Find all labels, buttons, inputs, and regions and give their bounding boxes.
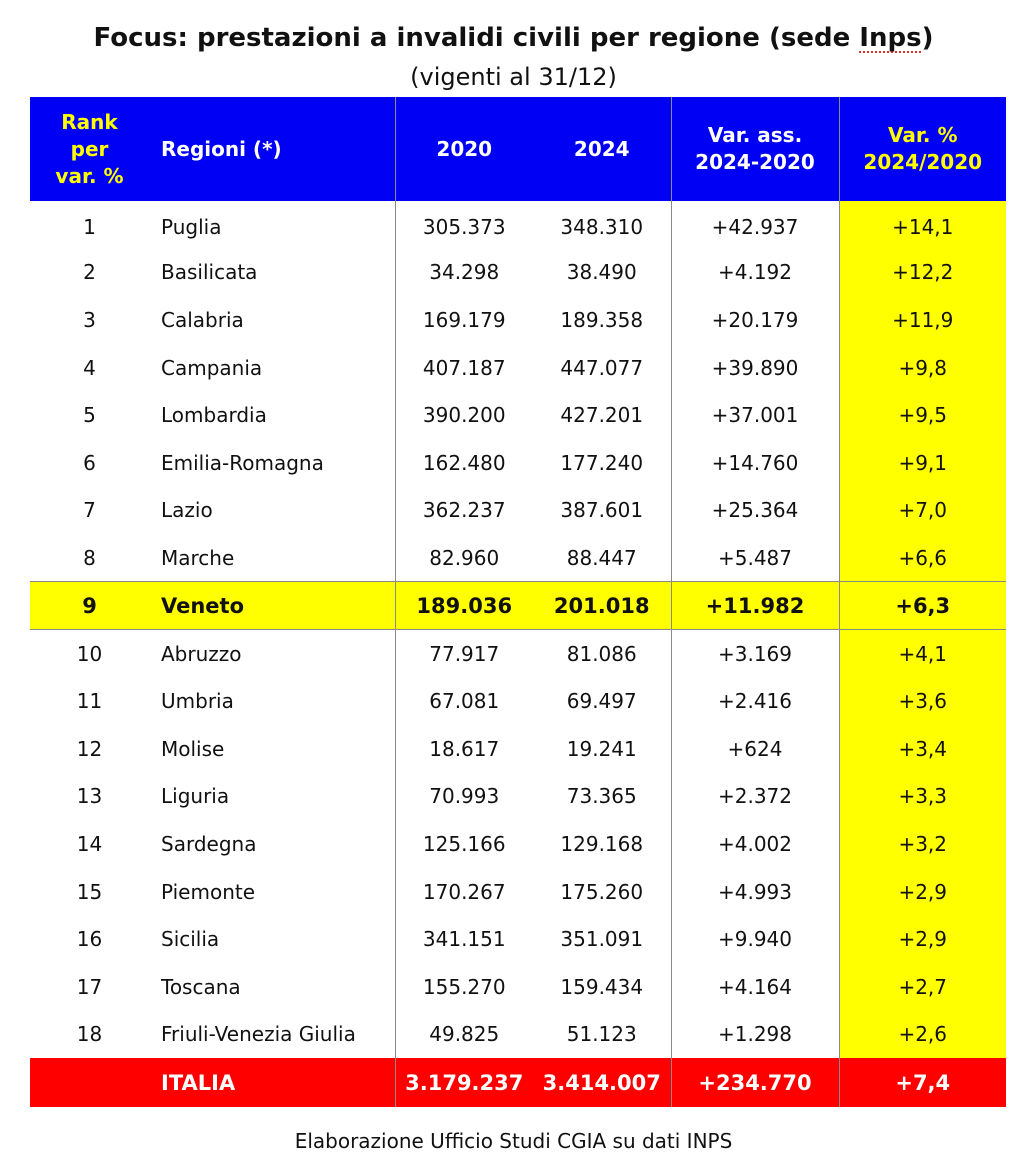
header-2020: 2020 [395, 97, 533, 201]
rank-cell: 4 [83, 355, 96, 380]
var-ass-cell: +9.940 [671, 915, 839, 963]
total-var-pct-cell: +7,4 [839, 1058, 1006, 1107]
value-2024-cell: 351.091 [560, 927, 644, 952]
region-cell: Sardegna [161, 831, 257, 856]
table-row [30, 487, 1006, 535]
region-cell: Calabria [161, 307, 244, 332]
value-2024-cell: 81.086 [566, 641, 637, 666]
var-ass-cell: +14.760 [671, 439, 839, 487]
value-2024-cell: 447.077 [560, 355, 644, 380]
rank-cell: 14 [76, 831, 103, 856]
table-row [30, 201, 1006, 249]
rank-cell: 15 [76, 879, 103, 904]
rank-cell: 6 [83, 450, 96, 475]
value-2024-cell: 387.601 [560, 498, 644, 523]
var-ass-cell: +4.192 [671, 249, 839, 297]
region-cell: Emilia-Romagna [161, 450, 324, 475]
var-pct-cell: +7,0 [839, 487, 1006, 535]
total-var-ass-cell: +234.770 [671, 1058, 839, 1107]
var-pct-cell: +3,3 [839, 773, 1006, 821]
table-row [30, 630, 1006, 678]
header-region: Regioni (*) [161, 136, 282, 161]
total-2020-cell: 3.179.237 [395, 1058, 533, 1107]
value-2024-cell: 175.260 [560, 879, 644, 904]
table-row [30, 249, 1006, 297]
regions-table [30, 97, 1006, 1107]
value-2024-cell: 201.018 [533, 582, 671, 630]
value-2020-cell: 169.179 [395, 296, 533, 344]
header-rank [30, 97, 149, 201]
rank-cell: 12 [76, 736, 103, 761]
value-2024-cell: 73.365 [566, 784, 637, 809]
var-pct-cell: +3,6 [839, 677, 1006, 725]
var-ass-cell: +2.372 [671, 773, 839, 821]
value-2020-cell: 362.237 [395, 487, 533, 535]
total-2024-cell: 3.414.007 [542, 1070, 661, 1095]
var-pct-cell: +2,6 [839, 1011, 1006, 1059]
region-cell: Veneto [149, 582, 395, 630]
region-cell: Liguria [161, 784, 230, 809]
var-ass-cell: +25.364 [671, 487, 839, 535]
rank-cell: 10 [76, 641, 103, 666]
rank-cell: 3 [83, 307, 96, 332]
region-cell: Lombardia [161, 403, 267, 428]
var-pct-cell: +6,6 [839, 534, 1006, 582]
var-pct-cell: +9,8 [839, 344, 1006, 392]
value-2020-cell: 170.267 [395, 868, 533, 916]
rank-cell: 18 [76, 1022, 103, 1047]
region-cell: Puglia [161, 214, 222, 239]
value-2020-cell: 125.166 [395, 820, 533, 868]
header-var-ass-line2: 2024-2020 [695, 150, 815, 174]
table-row [30, 677, 1006, 725]
header-2024: 2024 [573, 136, 630, 161]
header-var-ass [671, 97, 839, 201]
region-cell: Campania [161, 355, 263, 380]
value-2024-cell: 177.240 [560, 450, 644, 475]
total-region-cell: ITALIA [161, 1070, 236, 1095]
value-2020-cell: 407.187 [395, 344, 533, 392]
var-pct-cell: +14,1 [839, 201, 1006, 249]
value-2024-cell: 129.168 [560, 831, 644, 856]
table-header-row [30, 97, 1006, 201]
var-ass-cell: +5.487 [671, 534, 839, 582]
var-pct-cell: +9,1 [839, 439, 1006, 487]
header-rank-line2: per [70, 136, 109, 161]
table-row [30, 391, 1006, 439]
value-2024-cell: 189.358 [560, 307, 644, 332]
value-2020-cell: 18.617 [395, 725, 533, 773]
region-cell: Piemonte [161, 879, 256, 904]
value-2020-cell: 162.480 [395, 439, 533, 487]
table-row [30, 534, 1006, 582]
table-row [30, 1011, 1006, 1059]
var-ass-cell: +4.993 [671, 868, 839, 916]
region-cell: Marche [161, 545, 235, 570]
value-2024-cell: 19.241 [566, 736, 637, 761]
var-ass-cell: +39.890 [671, 344, 839, 392]
region-cell: Friuli-Venezia Giulia [161, 1022, 356, 1047]
table-row [30, 820, 1006, 868]
rank-cell: 8 [83, 545, 96, 570]
table-row [30, 773, 1006, 821]
region-cell: Sicilia [161, 927, 220, 952]
var-pct-cell: +4,1 [839, 630, 1006, 678]
value-2020-cell: 390.200 [395, 391, 533, 439]
value-2024-cell: 51.123 [566, 1022, 637, 1047]
region-cell: Abruzzo [161, 641, 242, 666]
value-2020-cell: 82.960 [395, 534, 533, 582]
region-cell: Molise [161, 736, 225, 761]
title-flagged-word: Inps [859, 23, 922, 53]
rank-cell: 13 [76, 784, 103, 809]
value-2024-cell: 159.434 [560, 974, 644, 999]
value-2024-cell: 88.447 [566, 545, 637, 570]
var-ass-cell: +42.937 [671, 201, 839, 249]
rank-cell: 5 [83, 403, 96, 428]
value-2020-cell: 70.993 [395, 773, 533, 821]
region-cell: Lazio [161, 498, 213, 523]
rank-cell: 11 [76, 689, 103, 714]
highlighted-row-veneto [30, 582, 1006, 630]
var-pct-cell: +9,5 [839, 391, 1006, 439]
var-ass-cell: +20.179 [671, 296, 839, 344]
value-2020-cell: 67.081 [395, 677, 533, 725]
var-ass-cell: +2.416 [671, 677, 839, 725]
header-var-pct-line1: Var. % [888, 123, 958, 147]
header-rank-line3: var. % [55, 163, 124, 188]
var-pct-cell: +11,9 [839, 296, 1006, 344]
value-2020-cell: 34.298 [395, 249, 533, 297]
value-2024-cell: 427.201 [560, 403, 644, 428]
total-row-italia [30, 1058, 1006, 1107]
page-subtitle: (vigenti al 31/12) [410, 63, 617, 91]
rank-cell: 17 [76, 974, 103, 999]
title-suffix: ) [921, 23, 934, 53]
total-rank-cell [30, 1058, 149, 1107]
var-ass-cell: +4.164 [671, 963, 839, 1011]
var-pct-cell: +6,3 [839, 582, 1006, 630]
header-var-ass-line1: Var. ass. [707, 123, 803, 147]
rank-cell: 7 [83, 498, 96, 523]
table-row [30, 296, 1006, 344]
value-2020-cell: 77.917 [395, 630, 533, 678]
page-title [0, 20, 1027, 56]
var-pct-cell: +3,4 [839, 725, 1006, 773]
var-ass-cell: +11.982 [671, 582, 839, 630]
table-row [30, 868, 1006, 916]
var-ass-cell: +3.169 [671, 630, 839, 678]
rank-cell: 16 [76, 927, 103, 952]
table-row [30, 344, 1006, 392]
rank-cell: 9 [30, 582, 149, 630]
value-2020-cell: 155.270 [395, 963, 533, 1011]
value-2020-cell: 189.036 [395, 582, 533, 630]
value-2024-cell: 38.490 [566, 260, 637, 285]
header-var-pct-line2: 2024/2020 [863, 150, 983, 174]
var-ass-cell: +37.001 [671, 391, 839, 439]
value-2024-cell: 69.497 [566, 689, 637, 714]
var-pct-cell: +2,7 [839, 963, 1006, 1011]
rank-cell: 1 [83, 214, 96, 239]
table-row [30, 439, 1006, 487]
value-2020-cell: 341.151 [395, 915, 533, 963]
region-cell: Basilicata [161, 260, 258, 285]
var-pct-cell: +2,9 [839, 915, 1006, 963]
var-ass-cell: +4.002 [671, 820, 839, 868]
header-rank-line1: Rank [61, 109, 118, 134]
value-2020-cell: 305.373 [395, 201, 533, 249]
var-ass-cell: +1.298 [671, 1011, 839, 1059]
table-row [30, 725, 1006, 773]
var-pct-cell: +12,2 [839, 249, 1006, 297]
title-prefix: Focus: prestazioni a invalidi civili per regione (sede [93, 23, 860, 53]
region-cell: Umbria [161, 689, 234, 714]
header-var-pct [839, 97, 1006, 201]
source-note: Elaborazione Ufficio Studi CGIA su dati INPS [294, 1129, 733, 1153]
rank-cell: 2 [83, 260, 96, 285]
value-2024-cell: 348.310 [560, 214, 644, 239]
table-row [30, 915, 1006, 963]
var-ass-cell: +624 [671, 725, 839, 773]
table-row [30, 963, 1006, 1011]
value-2020-cell: 49.825 [395, 1011, 533, 1059]
var-pct-cell: +2,9 [839, 868, 1006, 916]
region-cell: Toscana [161, 974, 241, 999]
table-body [30, 201, 1006, 1107]
var-pct-cell: +3,2 [839, 820, 1006, 868]
